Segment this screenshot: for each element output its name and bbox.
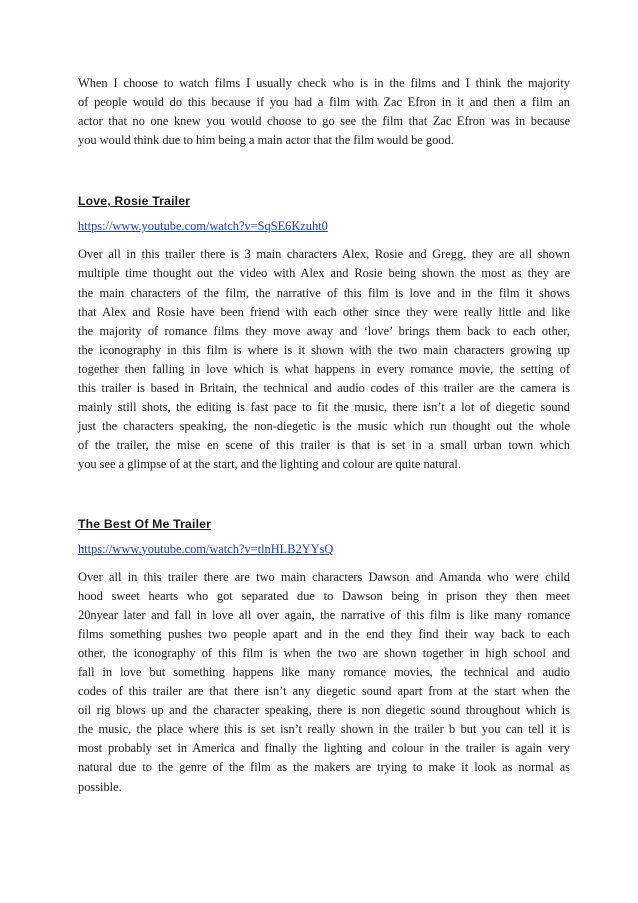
section-heading-love-rosie: Love, Rosie Trailer bbox=[78, 194, 191, 209]
text-line: films something pushes two people apart and in the end they find their way back to each bbox=[78, 626, 570, 641]
text-line: most probably set in America and finally the lighting and colour in the trailer is again very bbox=[78, 741, 570, 756]
text-line: mainly still shots, the editing is fast pace to fit the music, there isn’t a lot of diegetic sound bbox=[78, 400, 570, 415]
text-line: of the trailer, the mise en scene of this trailer is that is set in a small urban town which bbox=[78, 438, 570, 453]
text-line: you would think due to him being a main actor that the film would be good. bbox=[78, 133, 454, 148]
text-line: codes of this trailer are that there isn’t any diegetic sound apart from at the start when the bbox=[78, 684, 570, 699]
text-line: Over all in this trailer there is 3 main characters Alex, Rosie and Gregg, they are all shown bbox=[78, 247, 570, 262]
document-page bbox=[78, 74, 570, 797]
trailer-link-best-of-me[interactable]: https://www.youtube.com/watch?v=tlnHLB2YYsQ bbox=[78, 541, 334, 556]
text-line: multiple time thought out the video with Alex and Rosie being shown the most as they are bbox=[78, 266, 570, 281]
text-line: fall in love but something happens like many romance movies, the technical and audio bbox=[78, 664, 570, 679]
section-heading-best-of-me: The Best Of Me Trailer bbox=[78, 516, 212, 531]
text-line: of people would do this because if you had a film with Zac Efron in it and then a film an bbox=[78, 95, 570, 110]
text-line: oil rig blows up and the character speaking, there is non diegetic sound throughout which is bbox=[78, 703, 570, 718]
text-line: this trailer is based in Britain, the technical and audio codes of this trailer are the camera is bbox=[78, 381, 570, 396]
text-line: the music, the place where this is set isn’t really shown in the trailer b but you can tell it is bbox=[78, 722, 570, 737]
text-line: hood sweet hearts who got separated due to Dawson being in prison they then meet bbox=[78, 588, 570, 603]
text-line: just the characters speaking, the non-diegetic is the music which run thought out the whole bbox=[78, 419, 570, 434]
intro-paragraph bbox=[78, 74, 570, 150]
text-line: possible. bbox=[78, 779, 122, 794]
text-line: the iconography in this film is where is it shown with the two main characters growing up bbox=[78, 342, 570, 357]
text-line: the majority of romance films they move away and ‘love’ brings them back to each other, bbox=[78, 323, 570, 338]
text-line: the main characters of the film, the narrative of this film is love and in the film it shows bbox=[78, 285, 570, 300]
text-line: that Alex and Rosie have been friend with each other since they were really little and like bbox=[78, 304, 570, 319]
trailer-link-love-rosie[interactable]: https://www.youtube.com/watch?v=SqSE6Kzuht0 bbox=[78, 219, 328, 234]
text-line: When I choose to watch films I usually check who is in the films and I think the majority bbox=[78, 76, 570, 90]
love-rosie-paragraph bbox=[78, 245, 570, 474]
text-line: together then falling in love which is what happens in every romance movie, the setting of bbox=[78, 361, 570, 376]
text-line: other, the iconography of this film is when the two are shown together in high school and bbox=[78, 645, 570, 660]
text-line: you see a glimpse of at the start, and the lighting and colour are quite natural. bbox=[78, 457, 461, 472]
text-line: natural due to the genre of the film as the makers are trying to make it look as normal as bbox=[78, 760, 570, 775]
text-line: actor that no one knew you would choose to go see the film that Zac Efron was in because bbox=[78, 114, 570, 129]
text-line: 20nyear later and fall in love all over again, the narrative of this film is like many romance bbox=[78, 607, 570, 622]
text-line: Over all in this trailer there are two main characters Dawson and Amanda who were child bbox=[78, 569, 570, 584]
best-of-me-paragraph bbox=[78, 568, 570, 797]
